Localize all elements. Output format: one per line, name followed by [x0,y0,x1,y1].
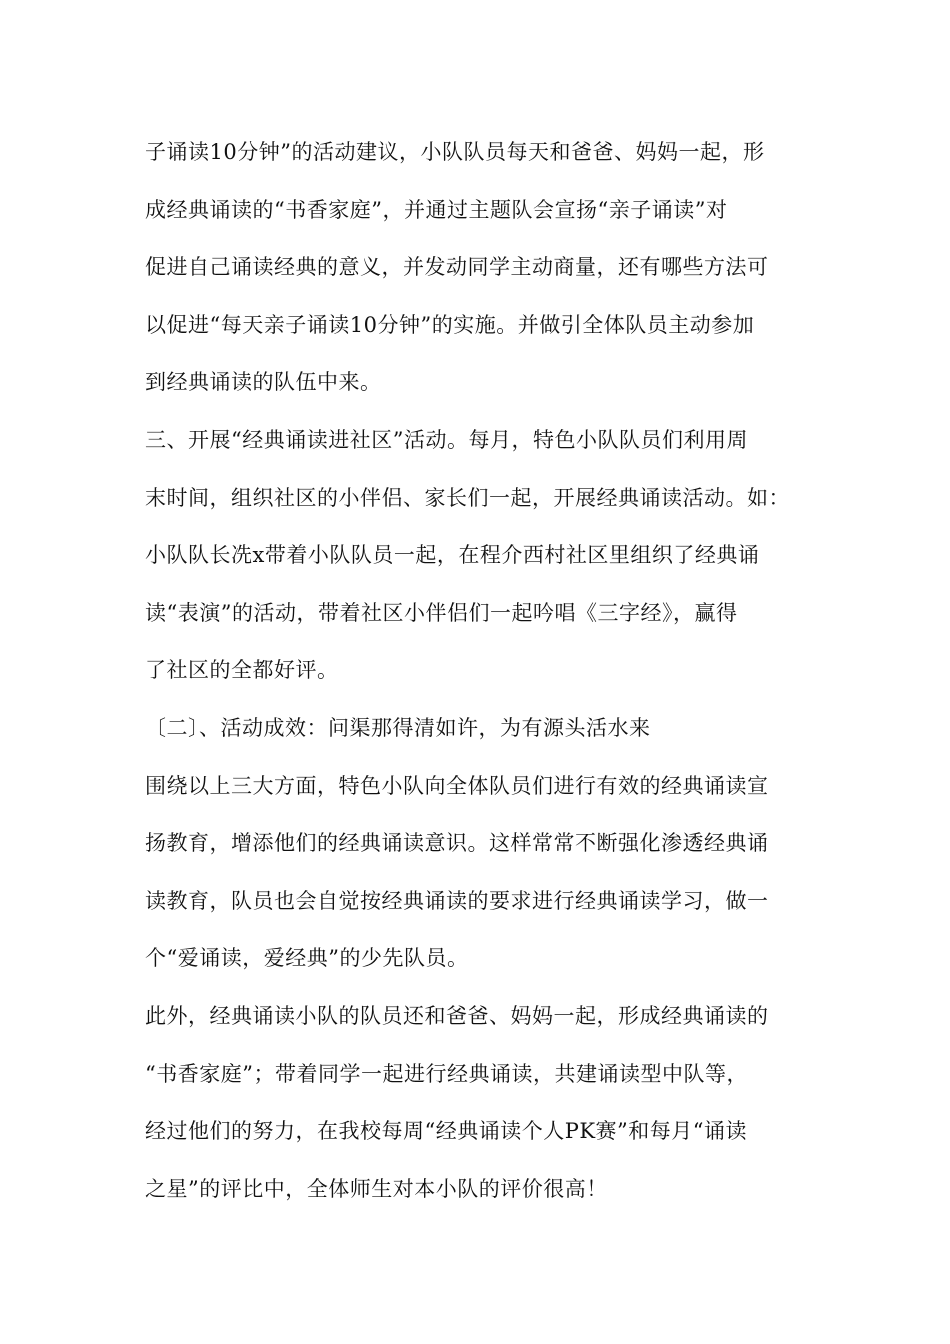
text-line-16: 此外，经典诵读小队的队员还和爸爸、妈妈一起，形成经典诵读的 [145,1003,769,1028]
section-heading: 〔二〕、活动成效：问渠那得清如许，为有源头活水来 [145,715,651,740]
document-body [145,130,825,1224]
text-line-5: 到经典诵读的队伍中来。 [145,370,382,395]
text-line-9: 读“表演”的活动，带着社区小伴侣们一起吟唱《三字经》，赢得 [145,600,738,625]
text-line-2: 成经典诵读的“书香家庭”，并通过主题队会宣扬“亲子诵读”对 [145,197,728,222]
text-line-12: 围绕以上三大方面，特色小队向全体队员们进行有效的经典诵读宣 [145,773,769,798]
text-line-17: “书香家庭”；带着同学一起进行经典诵读，共建诵读型中队等， [145,1061,748,1086]
text-line-8: 小队队长冼x带着小队队员一起，在程介西村社区里组织了经典诵 [145,543,760,568]
text-line-18: 经过他们的努力，在我校每周“经典诵读个人PK赛”和每月“诵读 [145,1119,748,1144]
text-line-19: 之星”的评比中，全体师生对本小队的评价很高！ [145,1176,608,1201]
text-line-7: 末时间，组织社区的小伴侣、家长们一起，开展经典诵读活动。如： [145,485,790,510]
text-line-10: 了社区的全都好评。 [145,658,339,683]
text-line-13: 扬教育，增添他们的经典诵读意识。这样常常不断强化渗透经典诵 [145,831,769,856]
text-line-15: 个“爱诵读，爱经典”的少先队员。 [145,946,469,971]
text-line-1: 子诵读10分钟”的活动建议，小队队员每天和爸爸、妈妈一起，形 [145,140,765,164]
text-line-14: 读教育，队员也会自觉按经典诵读的要求进行经典诵读学习，做一 [145,888,769,913]
text-line-6: 三、开展“经典诵读进社区”活动。每月，特色小队队员们利用周 [145,427,748,452]
text-line-4: 以促进“每天亲子诵读10分钟”的实施。并做引全体队员主动参加 [145,312,755,337]
text-line-3: 促进自己诵读经典的意义，并发动同学主动商量，还有哪些方法可 [145,255,769,280]
